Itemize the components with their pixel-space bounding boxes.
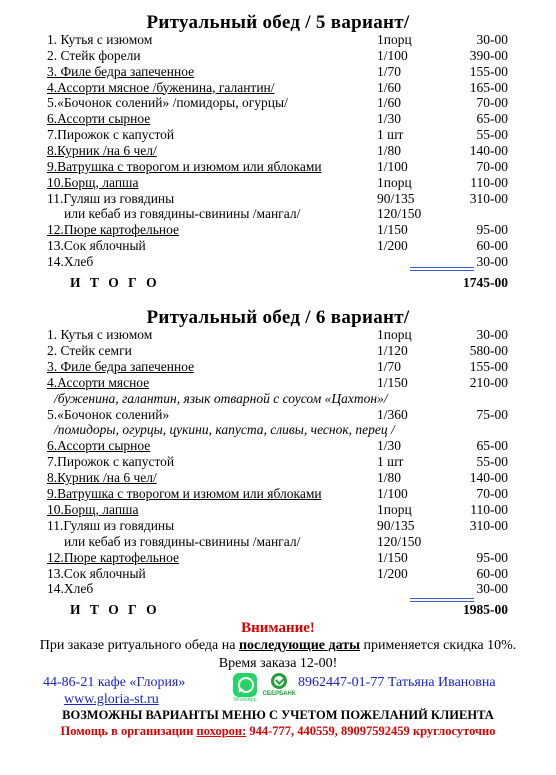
menu-item-price: 60-00: [476, 565, 508, 581]
whatsapp-icon: [233, 673, 257, 697]
menu-item-name: 8.Курник /на 6 чел/: [47, 470, 157, 486]
attention-heading: Внимание!: [241, 620, 315, 636]
menu5-total-value: 1745-00: [463, 275, 508, 290]
menu-item-price: 390-00: [469, 47, 508, 63]
menu-item-name: 6.Ассорти сырное: [47, 438, 151, 454]
help-pre: Помощь в организации: [60, 724, 197, 738]
menu-item-portion: 90/135: [377, 190, 415, 206]
menu-item-row: [0, 327, 556, 343]
menu-item-portion: 90/135: [377, 517, 415, 533]
menu5-total-row: [0, 275, 556, 291]
menu-item-row: [0, 143, 556, 159]
menu-item-row: [0, 422, 556, 438]
menu6-total-row: [0, 602, 556, 618]
funeral-help-line: [0, 724, 556, 739]
menu-item-row: [0, 438, 556, 454]
menu-item-name: 7.Пирожок с капустой: [47, 127, 175, 143]
menu-item-price: 30-00: [476, 581, 508, 597]
website-link[interactable]: www.gloria-st.ru: [64, 692, 159, 707]
menu-item-row: [0, 159, 556, 175]
menu-item-name: 7.Пирожок с капустой: [47, 454, 175, 470]
menu-item-portion: 1порц: [377, 327, 412, 342]
menu-item-row: [0, 486, 556, 502]
menu-item-portion: 1/80: [377, 142, 402, 158]
menu-item-portion: 1/200: [377, 565, 408, 581]
menu6-title: Ритуальный обед / 6 вариант/: [146, 307, 410, 328]
help-funeral: похорон:: [196, 724, 247, 738]
menu-item-row: [0, 111, 556, 127]
help-phones: 944-777, 440559, 89097592459 круглосуточно: [246, 724, 496, 738]
menu-item-portion: 1/70: [377, 63, 402, 79]
menu-item-name: /буженина, галантин, язык отварной с соусом «Цахтон»/: [54, 390, 388, 406]
cafe-phone: 44-86-21 кафе «Глория»: [43, 675, 186, 690]
menu-item-name: 1. Кутья с изюмом: [47, 32, 153, 47]
menu-item-row: [0, 80, 556, 96]
whatsapp-label: WhatsApp: [233, 697, 257, 703]
order-time: Время заказа 12-00!: [218, 656, 338, 671]
menu-item-name: 3. Филе бедра запеченное: [47, 358, 195, 374]
menu-item-price: 95-00: [476, 549, 508, 565]
menu5-total-label: И Т О Г О: [70, 275, 160, 290]
menu-item-price: 70-00: [476, 95, 508, 111]
menu-item-name: 12.Пюре картофельное: [47, 222, 179, 238]
menu-item-name: 11.Гуляш из говядины: [47, 190, 175, 206]
discount-line: [0, 638, 556, 654]
menu-item-price: 70-00: [476, 158, 508, 174]
discount-dates: последующие даты: [238, 638, 361, 653]
menu-item-price: 75-00: [476, 406, 508, 422]
menu-item-row: [0, 222, 556, 238]
menu-item-name: 4.Ассорти мясное /буженина, галантин/: [47, 79, 275, 95]
menu-item-name: 13.Сок яблочный: [47, 565, 146, 581]
menu-item-name: 13.Сок яблочный: [47, 238, 146, 254]
menu-item-price: 165-00: [469, 79, 508, 95]
discount-pre: При заказе ритуального обеда на: [39, 638, 239, 653]
menu-item-row: [0, 48, 556, 64]
menu-item-name: 14.Хлеб: [47, 581, 94, 597]
menu-item-portion: 1/100: [377, 47, 408, 63]
menu-item-price: 65-00: [476, 438, 508, 454]
menu-item-row: [0, 566, 556, 582]
sberbank-icon: [262, 673, 296, 701]
menu-item-row: [0, 206, 556, 222]
menu6-total-value: 1985-00: [463, 602, 508, 617]
menu-item-portion: 1 шт: [377, 127, 404, 143]
menu-item-price: 210-00: [469, 374, 508, 390]
menu-item-name: 2. Стейк семги: [47, 342, 132, 358]
menu-item-portion: 1порц: [377, 32, 412, 47]
menu-item-portion: 1/100: [377, 486, 408, 501]
menu-item-price: 55-00: [476, 454, 508, 470]
menu-item-name: 2. Стейк форели: [47, 47, 141, 63]
menu-item-portion: 1порц: [377, 501, 412, 517]
menu-variants-note: ВОЗМОЖНЫ ВАРИАНТЫ МЕНЮ С УЧЕТОМ ПОЖЕЛАНИЙ КЛИЕНТА: [62, 708, 494, 722]
menu-item-row: [0, 238, 556, 254]
menu-item-row: [0, 518, 556, 534]
menu-item-portion: 1/120: [377, 342, 408, 358]
menu-item-portion: 1/150: [377, 549, 408, 565]
menu-item-name: 11.Гуляш из говядины: [47, 517, 175, 533]
menu-item-name: или кебаб из говядины-свинины /мангал/: [64, 206, 301, 222]
menu-item-portion: 1/200: [377, 238, 408, 254]
menu-item-name: /помидоры, огурцы, цукини, капуста, сливы, чеснок, перец /: [54, 422, 395, 438]
menu-item-price: 65-00: [476, 111, 508, 127]
menu-item-portion: 1/360: [377, 406, 408, 422]
menu-item-name: 12.Пюре картофельное: [47, 549, 179, 565]
menu-item-price: 95-00: [476, 222, 508, 238]
menu-item-row: [0, 391, 556, 407]
menu-item-price: 140-00: [469, 470, 508, 486]
menu-item-price: 30-00: [476, 253, 508, 269]
menu-item-portion: 120/150: [377, 206, 422, 222]
menu-item-price: 30-00: [476, 327, 508, 342]
menu-item-row: [0, 64, 556, 80]
menu-item-portion: 1/30: [377, 111, 402, 127]
menu-item-row: [0, 127, 556, 143]
menu6-total-label: И Т О Г О: [70, 602, 160, 617]
menu-item-price: 70-00: [476, 486, 508, 501]
menu-item-portion: 1порц: [377, 174, 412, 190]
menu-item-price: 55-00: [476, 127, 508, 143]
menu-item-price: 580-00: [469, 342, 508, 358]
menu-item-price: 155-00: [469, 63, 508, 79]
menu-item-row: [0, 550, 556, 566]
menu-item-row: [0, 375, 556, 391]
menu-item-row: [0, 470, 556, 486]
menu-item-name: 1. Кутья с изюмом: [47, 327, 153, 342]
menu-item-name: 9.Ватрушка с творогом и изюмом или яблоками: [47, 158, 322, 174]
menu-item-portion: 1/80: [377, 470, 402, 486]
menu-item-row: [0, 175, 556, 191]
menu-item-portion: 1/70: [377, 358, 402, 374]
menu-item-price: 110-00: [470, 501, 508, 517]
menu5-title: Ритуальный обед / 5 вариант/: [146, 12, 410, 33]
menu-item-portion: 1/30: [377, 438, 402, 454]
menu-item-portion: 1/60: [377, 95, 402, 111]
menu-item-name: 5.«Бочонок солений» /помидоры, огурцы/: [47, 95, 288, 111]
menu-item-name: или кебаб из говядины-свинины /мангал/: [64, 533, 301, 549]
menu-item-row: [0, 534, 556, 550]
menu-item-price: 310-00: [469, 190, 508, 206]
menu-item-portion: 1/150: [377, 374, 408, 390]
menu5-bread-underline: [410, 267, 474, 271]
menu-item-name: 8.Курник /на 6 чел/: [47, 142, 157, 158]
menu-item-name: 6.Ассорти сырное: [47, 111, 151, 127]
menu-item-row: [0, 32, 556, 48]
menu-item-name: 3. Филе бедра запеченное: [47, 63, 195, 79]
menu-item-price: 155-00: [469, 358, 508, 374]
menu-item-portion: 1/60: [377, 79, 402, 95]
menu-item-name: 9.Ватрушка с творогом и изюмом или яблоками: [47, 486, 322, 501]
mobile-phone: 8962447-01-77 Татьяна Ивановна: [298, 675, 496, 690]
menu-item-price: 140-00: [469, 142, 508, 158]
discount-post: применяется скидка 10%.: [360, 638, 517, 653]
menu-item-row: [0, 454, 556, 470]
menu-item-portion: 120/150: [377, 533, 422, 549]
menu-item-portion: 1 шт: [377, 454, 404, 470]
menu-item-name: 10.Борщ, лапша: [47, 501, 139, 517]
menu-item-row: [0, 191, 556, 207]
menu-item-name: 5.«Бочонок солений»: [47, 406, 170, 422]
menu-item-name: 4.Ассорти мясное: [47, 374, 150, 390]
menu-item-price: 60-00: [476, 238, 508, 254]
menu-item-row: [0, 95, 556, 111]
menu-item-name: 14.Хлеб: [47, 253, 94, 269]
menu-item-price: 30-00: [476, 32, 508, 47]
menu-item-price: 310-00: [469, 517, 508, 533]
menu-item-name: 10.Борщ, лапша: [47, 174, 139, 190]
menu-item-row: [0, 581, 556, 597]
sberbank-label: СБЕРБАНК: [262, 691, 296, 697]
menu-item-row: [0, 502, 556, 518]
menu-item-portion: 1/100: [377, 158, 408, 174]
menu-item-row: [0, 359, 556, 375]
menu-item-price: 110-00: [470, 174, 508, 190]
menu-item-row: [0, 407, 556, 423]
menu-item-row: [0, 343, 556, 359]
menu-item-portion: 1/150: [377, 222, 408, 238]
